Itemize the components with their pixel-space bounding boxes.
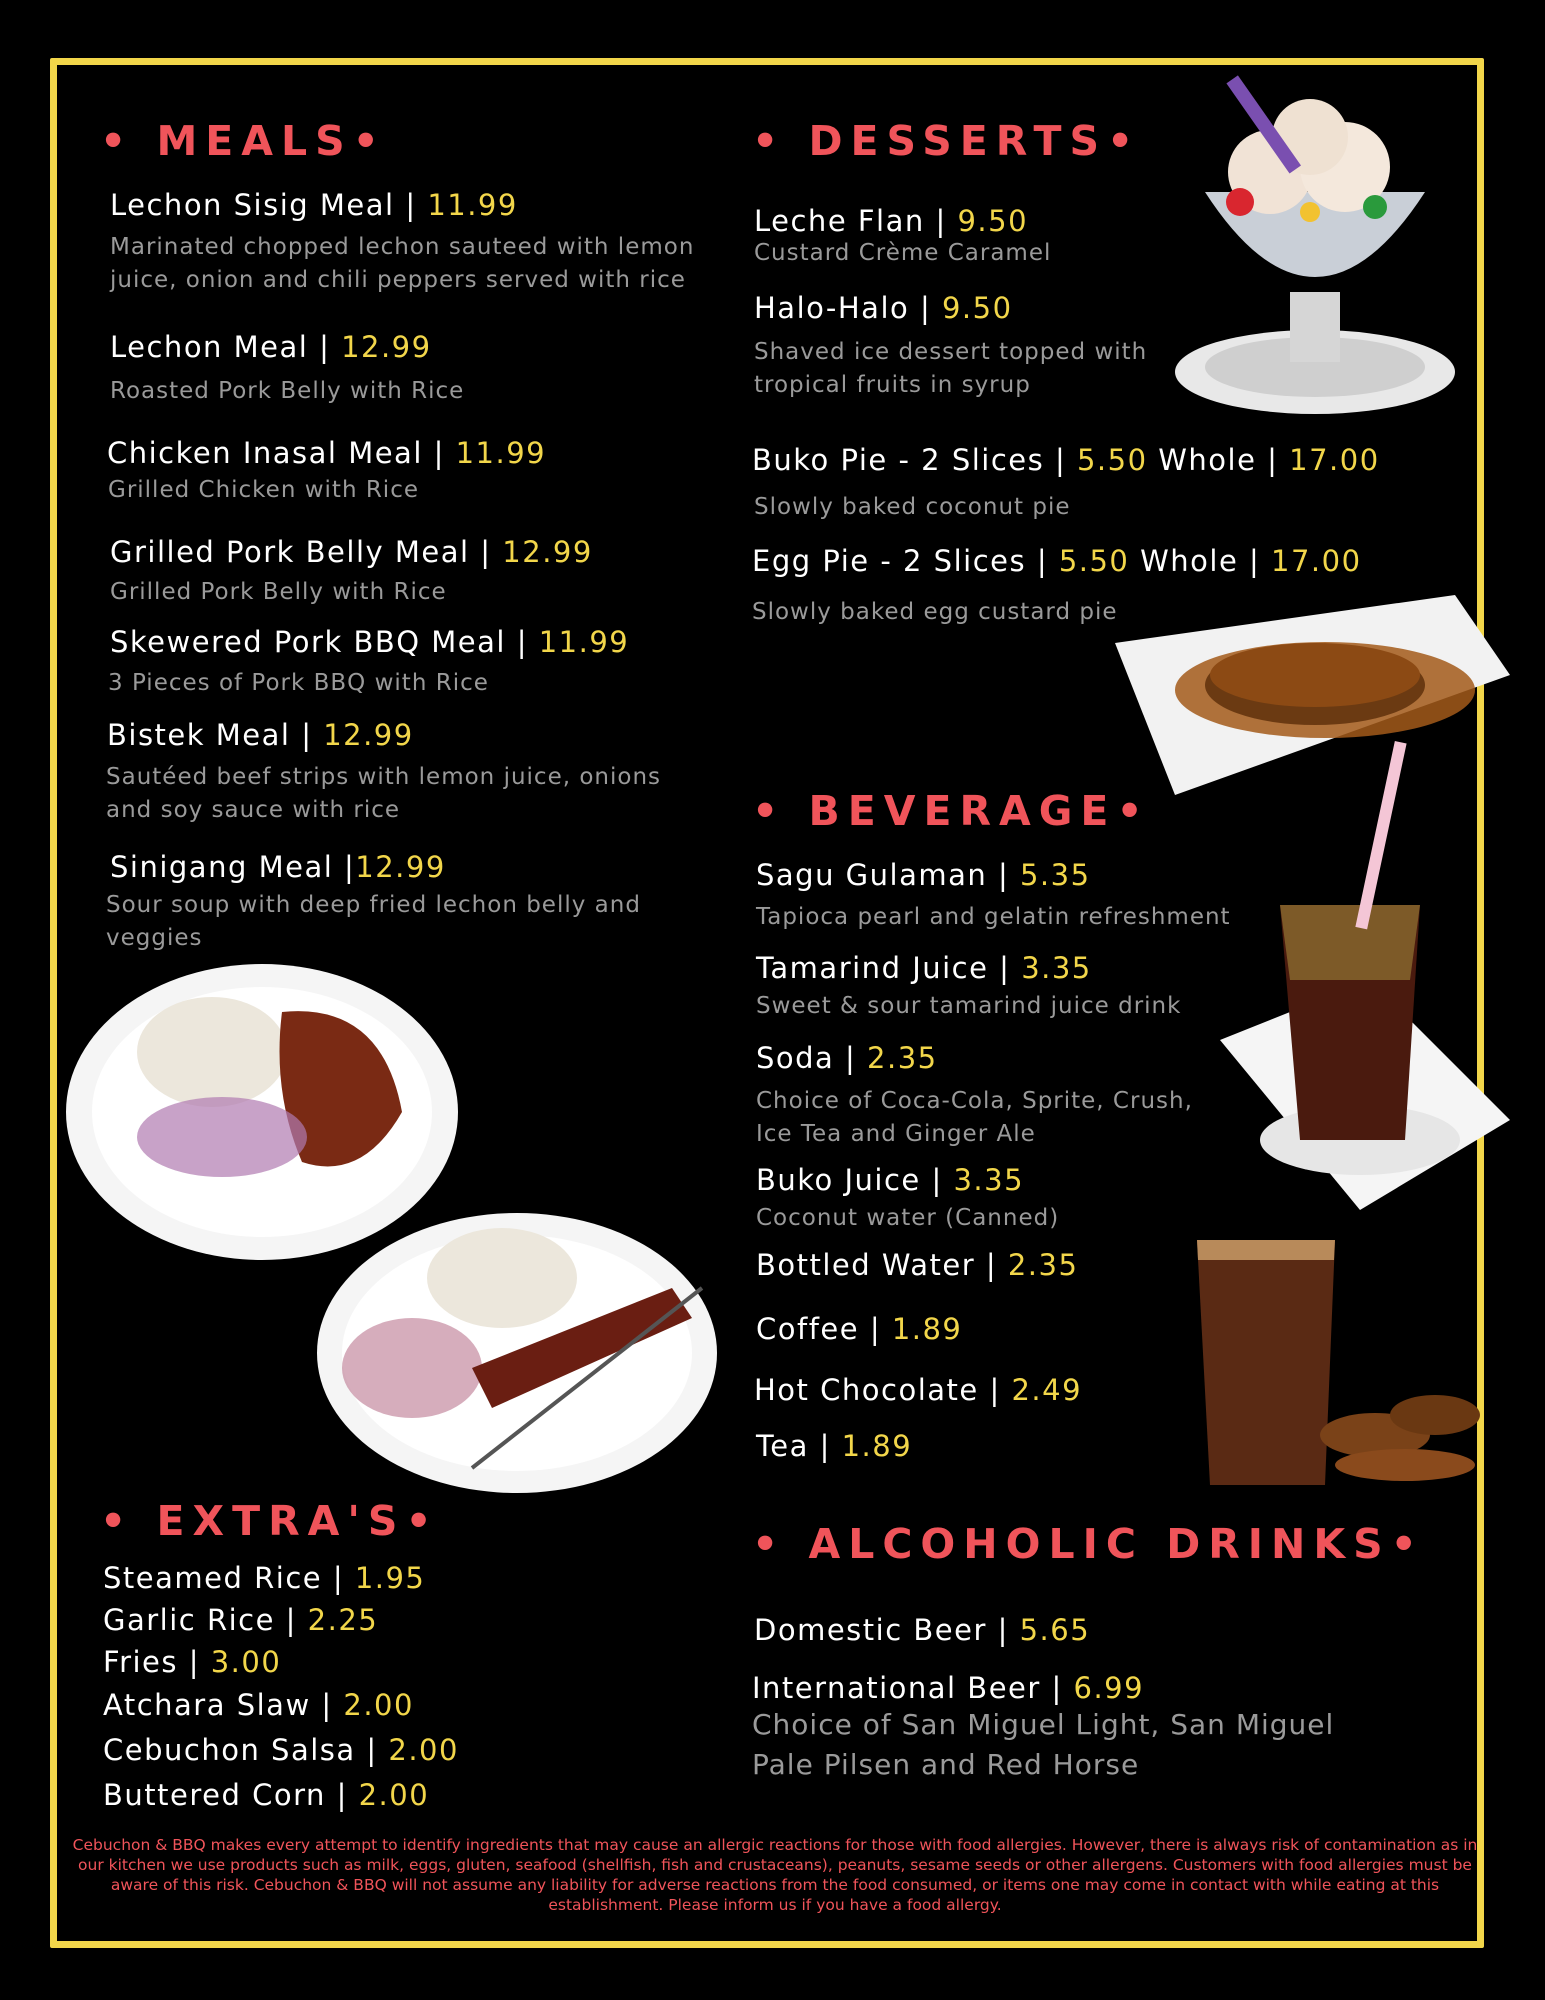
item-price: 2.00 bbox=[358, 1778, 430, 1812]
item-name: Cebuchon Salsa | bbox=[103, 1733, 389, 1767]
beverage-item-buko-juice bbox=[756, 1163, 1024, 1197]
item-price: 3.00 bbox=[210, 1645, 282, 1679]
extra-item-fries bbox=[103, 1645, 281, 1679]
item-name: Buko Pie - 2 Slices | bbox=[752, 443, 1077, 477]
item-price: 5.50 bbox=[1058, 544, 1130, 578]
item-price: 1.89 bbox=[841, 1429, 913, 1463]
item-price: 5.50 bbox=[1076, 443, 1148, 477]
halo-halo-image bbox=[1160, 62, 1470, 422]
item-price: 3.35 bbox=[1021, 951, 1092, 985]
meal-item-lechon bbox=[110, 330, 432, 364]
alcohol-item-international-beer bbox=[752, 1671, 1144, 1705]
item-description: Custard Crème Caramel bbox=[754, 240, 1052, 266]
pork-bbq-plate-image bbox=[312, 1208, 737, 1498]
item-name: Lechon Sisig Meal | bbox=[110, 188, 428, 222]
item-description: 3 Pieces of Pork BBQ with Rice bbox=[108, 670, 489, 696]
extra-item-buttered-corn bbox=[103, 1778, 429, 1812]
item-name: Lechon Meal | bbox=[110, 330, 342, 364]
desserts-heading: • DESSERTS• bbox=[752, 117, 1142, 165]
item-description: Slowly baked egg custard pie bbox=[752, 599, 1118, 625]
item-name: Steamed Rice | bbox=[103, 1561, 355, 1595]
item-name: Sinigang Meal | bbox=[110, 850, 356, 884]
extras-heading: • EXTRA'S• bbox=[100, 1497, 440, 1545]
item-name: Skewered Pork BBQ Meal | bbox=[110, 625, 539, 659]
meal-item-grilled-pork-belly bbox=[110, 535, 593, 569]
item-name: Atchara Slaw | bbox=[103, 1688, 344, 1722]
item-description: Choice of Coca-Cola, Sprite, Crush, Ice Tea and Ginger Ale bbox=[756, 1088, 1193, 1147]
item-name: Bottled Water | bbox=[756, 1248, 1008, 1282]
item-price: 11.99 bbox=[427, 188, 518, 222]
item-price: 12.99 bbox=[341, 330, 432, 364]
item-description: Choice of San Miguel Light, San Miguel Pale Pilsen and Red Horse bbox=[752, 1708, 1335, 1781]
item-price: 5.65 bbox=[1019, 1613, 1091, 1647]
meal-item-skewered-pork-bbq bbox=[110, 625, 629, 659]
item-price: 11.99 bbox=[538, 625, 630, 659]
item-name: Egg Pie - 2 Slices | bbox=[752, 544, 1059, 578]
item-description: Sour soup with deep fried lechon belly and veggies bbox=[106, 892, 641, 951]
extra-item-steamed-rice bbox=[103, 1561, 425, 1595]
beverage-item-tea bbox=[756, 1429, 912, 1463]
extra-item-garlic-rice bbox=[103, 1603, 378, 1637]
item-price: 1.89 bbox=[891, 1312, 963, 1346]
item-name: Leche Flan | bbox=[754, 204, 958, 238]
item-name: Garlic Rice | bbox=[103, 1603, 308, 1637]
beverage-heading: • BEVERAGE• bbox=[752, 787, 1151, 835]
item-price: 2.49 bbox=[1011, 1373, 1083, 1407]
meal-item-bistek bbox=[107, 718, 414, 752]
item-price: 5.35 bbox=[1019, 858, 1091, 892]
item-price: 12.99 bbox=[323, 718, 414, 752]
meals-heading: • MEALS• bbox=[100, 117, 387, 165]
item-price: 3.35 bbox=[953, 1163, 1025, 1197]
item-name: Buko Juice | bbox=[756, 1163, 954, 1197]
beverage-item-soda bbox=[756, 1041, 938, 1075]
meal-item-lechon-sisig bbox=[110, 188, 518, 222]
dessert-item-buko-pie bbox=[752, 443, 1380, 477]
item-description: Coconut water (Canned) bbox=[756, 1205, 1060, 1231]
meal-item-chicken-inasal bbox=[107, 436, 546, 470]
item-price: 12.99 bbox=[355, 850, 446, 884]
item-description: Marinated chopped lechon sauteed with lemon juice, onion and chili peppers served with rice bbox=[110, 234, 695, 293]
extra-item-cebuchon-salsa bbox=[103, 1733, 459, 1767]
item-description: Sweet & sour tamarind juice drink bbox=[756, 993, 1182, 1019]
item-description: Sautéed beef strips with lemon juice, onions and soy sauce with rice bbox=[106, 764, 662, 823]
item-price: 2.25 bbox=[307, 1603, 379, 1637]
whole-price: 17.00 bbox=[1289, 443, 1380, 477]
alcohol-item-domestic-beer bbox=[754, 1613, 1090, 1647]
beverage-item-sagu-gulaman bbox=[756, 858, 1091, 892]
beverage-item-hot-chocolate bbox=[754, 1373, 1082, 1407]
item-price: 1.95 bbox=[354, 1561, 426, 1595]
whole-price: 17.00 bbox=[1271, 544, 1362, 578]
item-name: Halo-Halo | bbox=[754, 291, 942, 325]
whole-label: Whole | bbox=[1129, 544, 1272, 578]
item-price: 9.50 bbox=[957, 204, 1029, 238]
item-price: 2.35 bbox=[1007, 1248, 1079, 1282]
item-name: Domestic Beer | bbox=[754, 1613, 1020, 1647]
item-name: International Beer | bbox=[752, 1671, 1074, 1705]
allergy-disclaimer: Cebuchon & BBQ makes every attempt to identify ingredients that may cause an allergic reactions for those with food allergies. However, there is always risk of contamination as in our kitchen we use products such as milk, eggs, gluten, seafood (shellfish, fish and crustaceans), peanuts, sesame seeds or other allergens. Customers with food allergies must be aware of this risk. Cebuchon & BBQ will not assume any liability for adverse reactions from the food consumed, or items one may come in contact with while eating at this establishment. Please inform us if you have a food allergy. bbox=[72, 1836, 1478, 1914]
whole-label: Whole | bbox=[1147, 443, 1290, 477]
dessert-item-leche-flan bbox=[754, 204, 1028, 238]
item-description: Grilled Pork Belly with Rice bbox=[110, 579, 447, 605]
meal-item-sinigang bbox=[110, 850, 446, 884]
item-price: 11.99 bbox=[455, 436, 547, 470]
beverage-item-bottled-water bbox=[756, 1248, 1078, 1282]
tamarind-drink-image bbox=[1195, 1235, 1485, 1485]
item-price: 9.50 bbox=[941, 291, 1013, 325]
item-name: Tamarind Juice | bbox=[756, 951, 1022, 985]
extra-item-atchara-slaw bbox=[103, 1688, 414, 1722]
item-name: Fries | bbox=[103, 1645, 211, 1679]
item-name: Grilled Pork Belly Meal | bbox=[110, 535, 503, 569]
item-name: Soda | bbox=[756, 1041, 868, 1075]
item-name: Bistek Meal | bbox=[107, 718, 324, 752]
beverage-item-tamarind-juice bbox=[756, 951, 1092, 985]
item-price: 12.99 bbox=[502, 535, 593, 569]
item-name: Buttered Corn | bbox=[103, 1778, 359, 1812]
item-name: Hot Chocolate | bbox=[754, 1373, 1012, 1407]
item-price: 2.00 bbox=[388, 1733, 459, 1767]
beverage-item-coffee bbox=[756, 1312, 962, 1346]
alcoholic-drinks-heading: • ALCOHOLIC DRINKS• bbox=[752, 1520, 1425, 1568]
item-price: 2.00 bbox=[343, 1688, 414, 1722]
iced-drink-image bbox=[1220, 740, 1510, 1220]
item-name: Sagu Gulaman | bbox=[756, 858, 1020, 892]
dessert-item-egg-pie bbox=[752, 544, 1362, 578]
item-name: Coffee | bbox=[756, 1312, 892, 1346]
item-price: 6.99 bbox=[1073, 1671, 1145, 1705]
item-description: Shaved ice dessert topped with tropical fruits in syrup bbox=[754, 339, 1148, 398]
item-price: 2.35 bbox=[867, 1041, 938, 1075]
item-description: Tapioca pearl and gelatin refreshment bbox=[756, 904, 1231, 930]
dessert-item-halo-halo bbox=[754, 291, 1013, 325]
item-description: Slowly baked coconut pie bbox=[754, 494, 1071, 520]
item-name: Chicken Inasal Meal | bbox=[107, 436, 456, 470]
item-description: Grilled Chicken with Rice bbox=[108, 477, 419, 503]
item-name: Tea | bbox=[756, 1429, 842, 1463]
item-description: Roasted Pork Belly with Rice bbox=[110, 378, 465, 404]
